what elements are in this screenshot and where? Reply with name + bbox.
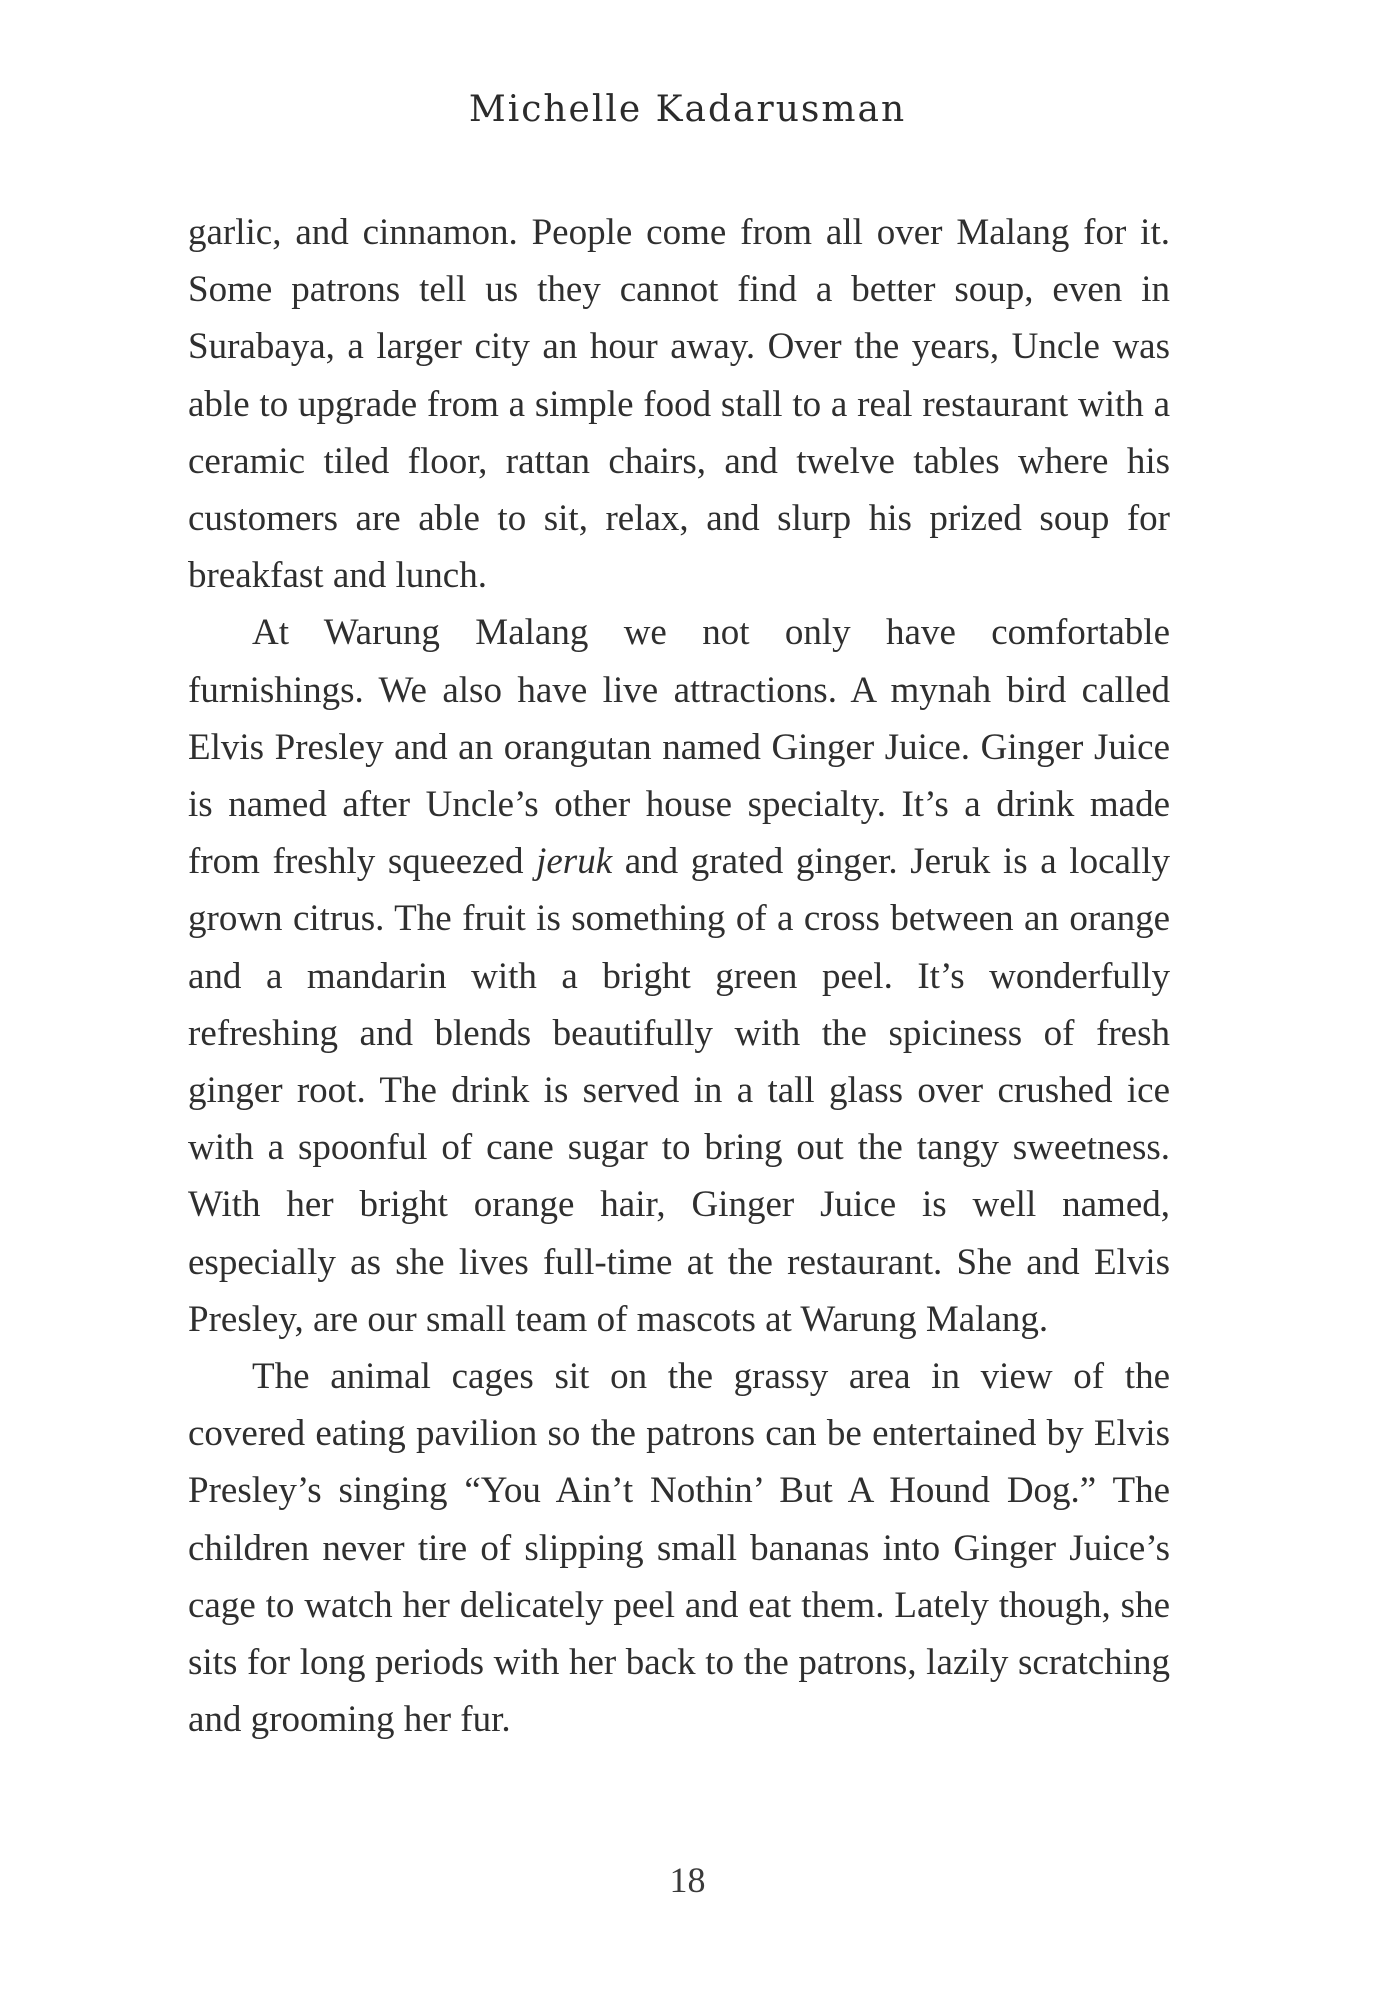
- paragraph-2-text-a: At Warung Malang we not only have comfortable furnishings. We also have live attractions. A mynah bird called Elvis Presley and an orangutan named Ginger Juice. Ginger Juice is named after Uncle’s other house specialty. It’s a drink made from freshly squeezed: [188, 612, 1170, 883]
- body-text: [188, 204, 1170, 1748]
- paragraph-2-text-b: and grated ginger. Jeruk is a locally grown citrus. The fruit is something of a cross between an orange and a mandarin with a bright green peel. It’s wonderfully refreshing and blends beautifully with the spiciness of fresh ginger root. The drink is served in a tall glass over crushed ice with a spoonful of cane sugar to bring out the tangy sweetness. With her bright orange hair, Ginger Juice is well named, especially as she lives full-time at the restaurant. She and Elvis Presley, are our small team of mascots at Warung Malang.: [188, 841, 1170, 1340]
- paragraph-1: garlic, and cinnamon. People come from all over Malang for it. Some patrons tell us they cannot find a better soup, even in Surabaya, a larger city an hour away. Over the years, Uncle was able to upgrade from a simple food stall to a real restaurant with a ceramic tiled floor, rattan chairs, and twelve tables where his customers are able to sit, relax, and slurp his prized soup for breakfast and lunch.: [188, 212, 1170, 597]
- running-head-author: Michelle Kadarusman: [468, 89, 907, 130]
- paragraph-2: [188, 604, 1170, 1348]
- page-number: 18: [669, 1860, 706, 1900]
- italic-term-jeruk: jeruk: [536, 841, 613, 883]
- paragraph-3: The animal cages sit on the grassy area in view of the covered eating pavilion so the patrons can be entertained by Elvis Presley’s singing “You Ain’t Nothin’ But A Hound Dog.” The children never tire of slipping small bananas into Ginger Juice’s cage to watch her delicately peel and eat them. Lately though, she sits for long periods with her back to the patrons, lazily scratching and grooming her fur.: [188, 1356, 1170, 1741]
